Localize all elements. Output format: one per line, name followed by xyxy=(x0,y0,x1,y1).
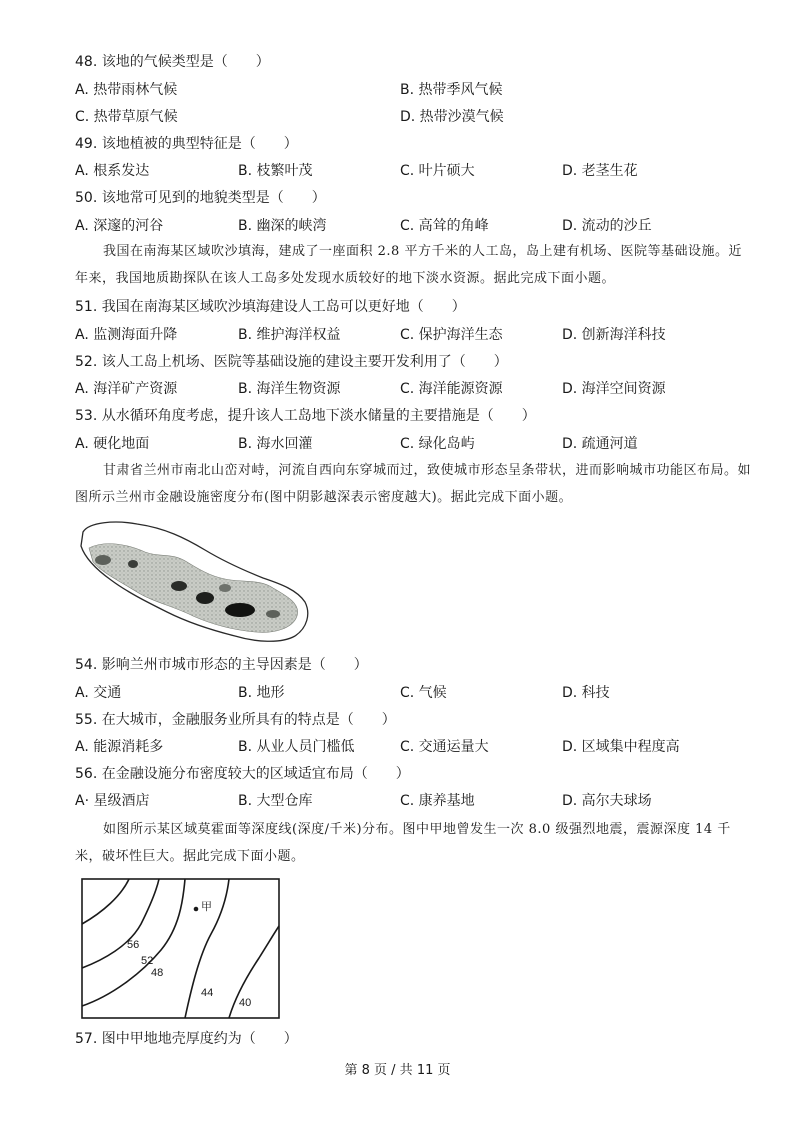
density-patch-1 xyxy=(128,560,138,568)
density-patch-west xyxy=(95,555,111,565)
density-patch-2 xyxy=(171,581,187,591)
q50-option-d[interactable]: D. 流动的沙丘 xyxy=(562,218,652,234)
question-54-stem: 54. 影响兰州市城市形态的主导因素是（ ） xyxy=(75,657,368,673)
q54-option-d[interactable]: D. 科技 xyxy=(562,685,610,701)
q49-option-b[interactable]: B. 枝繁叶茂 xyxy=(238,163,313,179)
density-patch-core xyxy=(225,603,255,617)
q53-option-d[interactable]: D. 疏通河道 xyxy=(562,436,638,452)
q48-option-d[interactable]: D. 热带沙漠气候 xyxy=(400,109,504,125)
density-patch-3 xyxy=(196,592,214,604)
q52-option-d[interactable]: D. 海洋空间资源 xyxy=(562,381,666,397)
q51-option-b[interactable]: B. 维护海洋权益 xyxy=(238,327,341,343)
q52-option-b[interactable]: B. 海洋生物资源 xyxy=(238,381,341,397)
q56-option-c[interactable]: C. 康养基地 xyxy=(400,793,475,809)
q49-option-c[interactable]: C. 叶片硕大 xyxy=(400,163,475,179)
q50-option-a[interactable]: A. 深邃的河谷 xyxy=(75,218,164,234)
q52-option-c[interactable]: C. 海洋能源资源 xyxy=(400,381,503,397)
question-53-stem: 53. 从水循环角度考虑，提升该人工岛地下淡水储量的主要措施是（ ） xyxy=(75,408,536,424)
q51-option-d[interactable]: D. 创新海洋科技 xyxy=(562,327,666,343)
q51-option-c[interactable]: C. 保护海洋生态 xyxy=(400,327,503,343)
q55-option-d[interactable]: D. 区域集中程度高 xyxy=(562,739,680,755)
question-52-stem: 52. 该人工岛上机场、医院等基础设施的建设主要开发利用了（ ） xyxy=(75,354,508,370)
contour-label-44: 44 xyxy=(201,987,214,999)
moho-depth-contour-map xyxy=(81,878,281,1020)
passage-lanzhou: 甘肃省兰州市南北山峦对峙，河流自西向东穿城而过，致使城市形态呈条带状，进而影响城市功能区布局。如图所示兰州市金融设施密度分布(图中阴影越深表示密度越大)。据此完成下面小题。 xyxy=(75,463,752,505)
contour-label-56: 56 xyxy=(127,939,140,951)
q55-option-b[interactable]: B. 从业人员门槛低 xyxy=(238,739,355,755)
q48-option-c[interactable]: C. 热带草原气候 xyxy=(75,109,178,125)
q54-option-c[interactable]: C. 气候 xyxy=(400,685,447,701)
question-51-stem: 51. 我国在南海某区域吹沙填海建设人工岛可以更好地（ ） xyxy=(75,299,466,315)
page-footer: 第 8 页 / 共 11 页 xyxy=(344,1063,451,1078)
question-50-stem: 50. 该地常可见到的地貌类型是（ ） xyxy=(75,190,326,206)
density-patch-east xyxy=(266,610,280,618)
q55-option-c[interactable]: C. 交通运量大 xyxy=(400,739,489,755)
q48-option-a[interactable]: A. 热带雨林气候 xyxy=(75,82,178,98)
question-57-stem: 57. 图中甲地地壳厚度约为（ ） xyxy=(75,1031,298,1047)
question-48-stem: 48. 该地的气候类型是（ ） xyxy=(75,54,270,70)
q54-option-a[interactable]: A. 交通 xyxy=(75,685,122,701)
q52-option-a[interactable]: A. 海洋矿产资源 xyxy=(75,381,178,397)
q50-option-b[interactable]: B. 幽深的峡湾 xyxy=(238,218,327,234)
question-49-stem: 49. 该地植被的典型特征是（ ） xyxy=(75,136,298,152)
point-jia-marker xyxy=(194,907,199,912)
q54-option-b[interactable]: B. 地形 xyxy=(238,685,285,701)
q48-option-b[interactable]: B. 热带季风气候 xyxy=(400,82,503,98)
q56-option-b[interactable]: B. 大型仓库 xyxy=(238,793,313,809)
point-jia-label: 甲 xyxy=(201,901,212,913)
q51-option-a[interactable]: A. 监测海面升降 xyxy=(75,327,178,343)
q53-option-c[interactable]: C. 绿化岛屿 xyxy=(400,436,475,452)
density-patch-north xyxy=(219,584,231,592)
q56-option-a[interactable]: A· 星级酒店 xyxy=(75,793,150,809)
q49-option-a[interactable]: A. 根系发达 xyxy=(75,163,150,179)
q50-option-c[interactable]: C. 高耸的角峰 xyxy=(400,218,489,234)
q55-option-a[interactable]: A. 能源消耗多 xyxy=(75,739,164,755)
contour-label-40: 40 xyxy=(239,997,252,1009)
passage-artificial-island: 我国在南海某区域吹沙填海，建成了一座面积 2.8 平方千米的人工岛，岛上建有机场、医院等基础设施。近年来，我国地质勘探队在该人工岛多处发现水质较好的地下淡水资源。据此完成下面小题。 xyxy=(75,244,742,286)
contour-label-48: 48 xyxy=(151,967,164,979)
q49-option-d[interactable]: D. 老茎生花 xyxy=(562,163,638,179)
question-55-stem: 55. 在大城市，金融服务业所具有的特点是（ ） xyxy=(75,712,396,728)
question-56-stem: 56. 在金融设施分布密度较大的区域适宜布局（ ） xyxy=(75,766,410,782)
passage-moho: 如图所示某区域莫霍面等深度线(深度/千米)分布。图中甲地曾发生一次 8.0 级强烈地震，震源深度 14 千米，破坏性巨大。据此完成下面小题。 xyxy=(75,822,731,864)
q56-option-d[interactable]: D. 高尔夫球场 xyxy=(562,793,652,809)
q53-option-a[interactable]: A. 硬化地面 xyxy=(75,436,150,452)
lanzhou-finance-density-map xyxy=(75,518,315,648)
q53-option-b[interactable]: B. 海水回灌 xyxy=(238,436,313,452)
contour-label-52: 52 xyxy=(141,955,154,967)
